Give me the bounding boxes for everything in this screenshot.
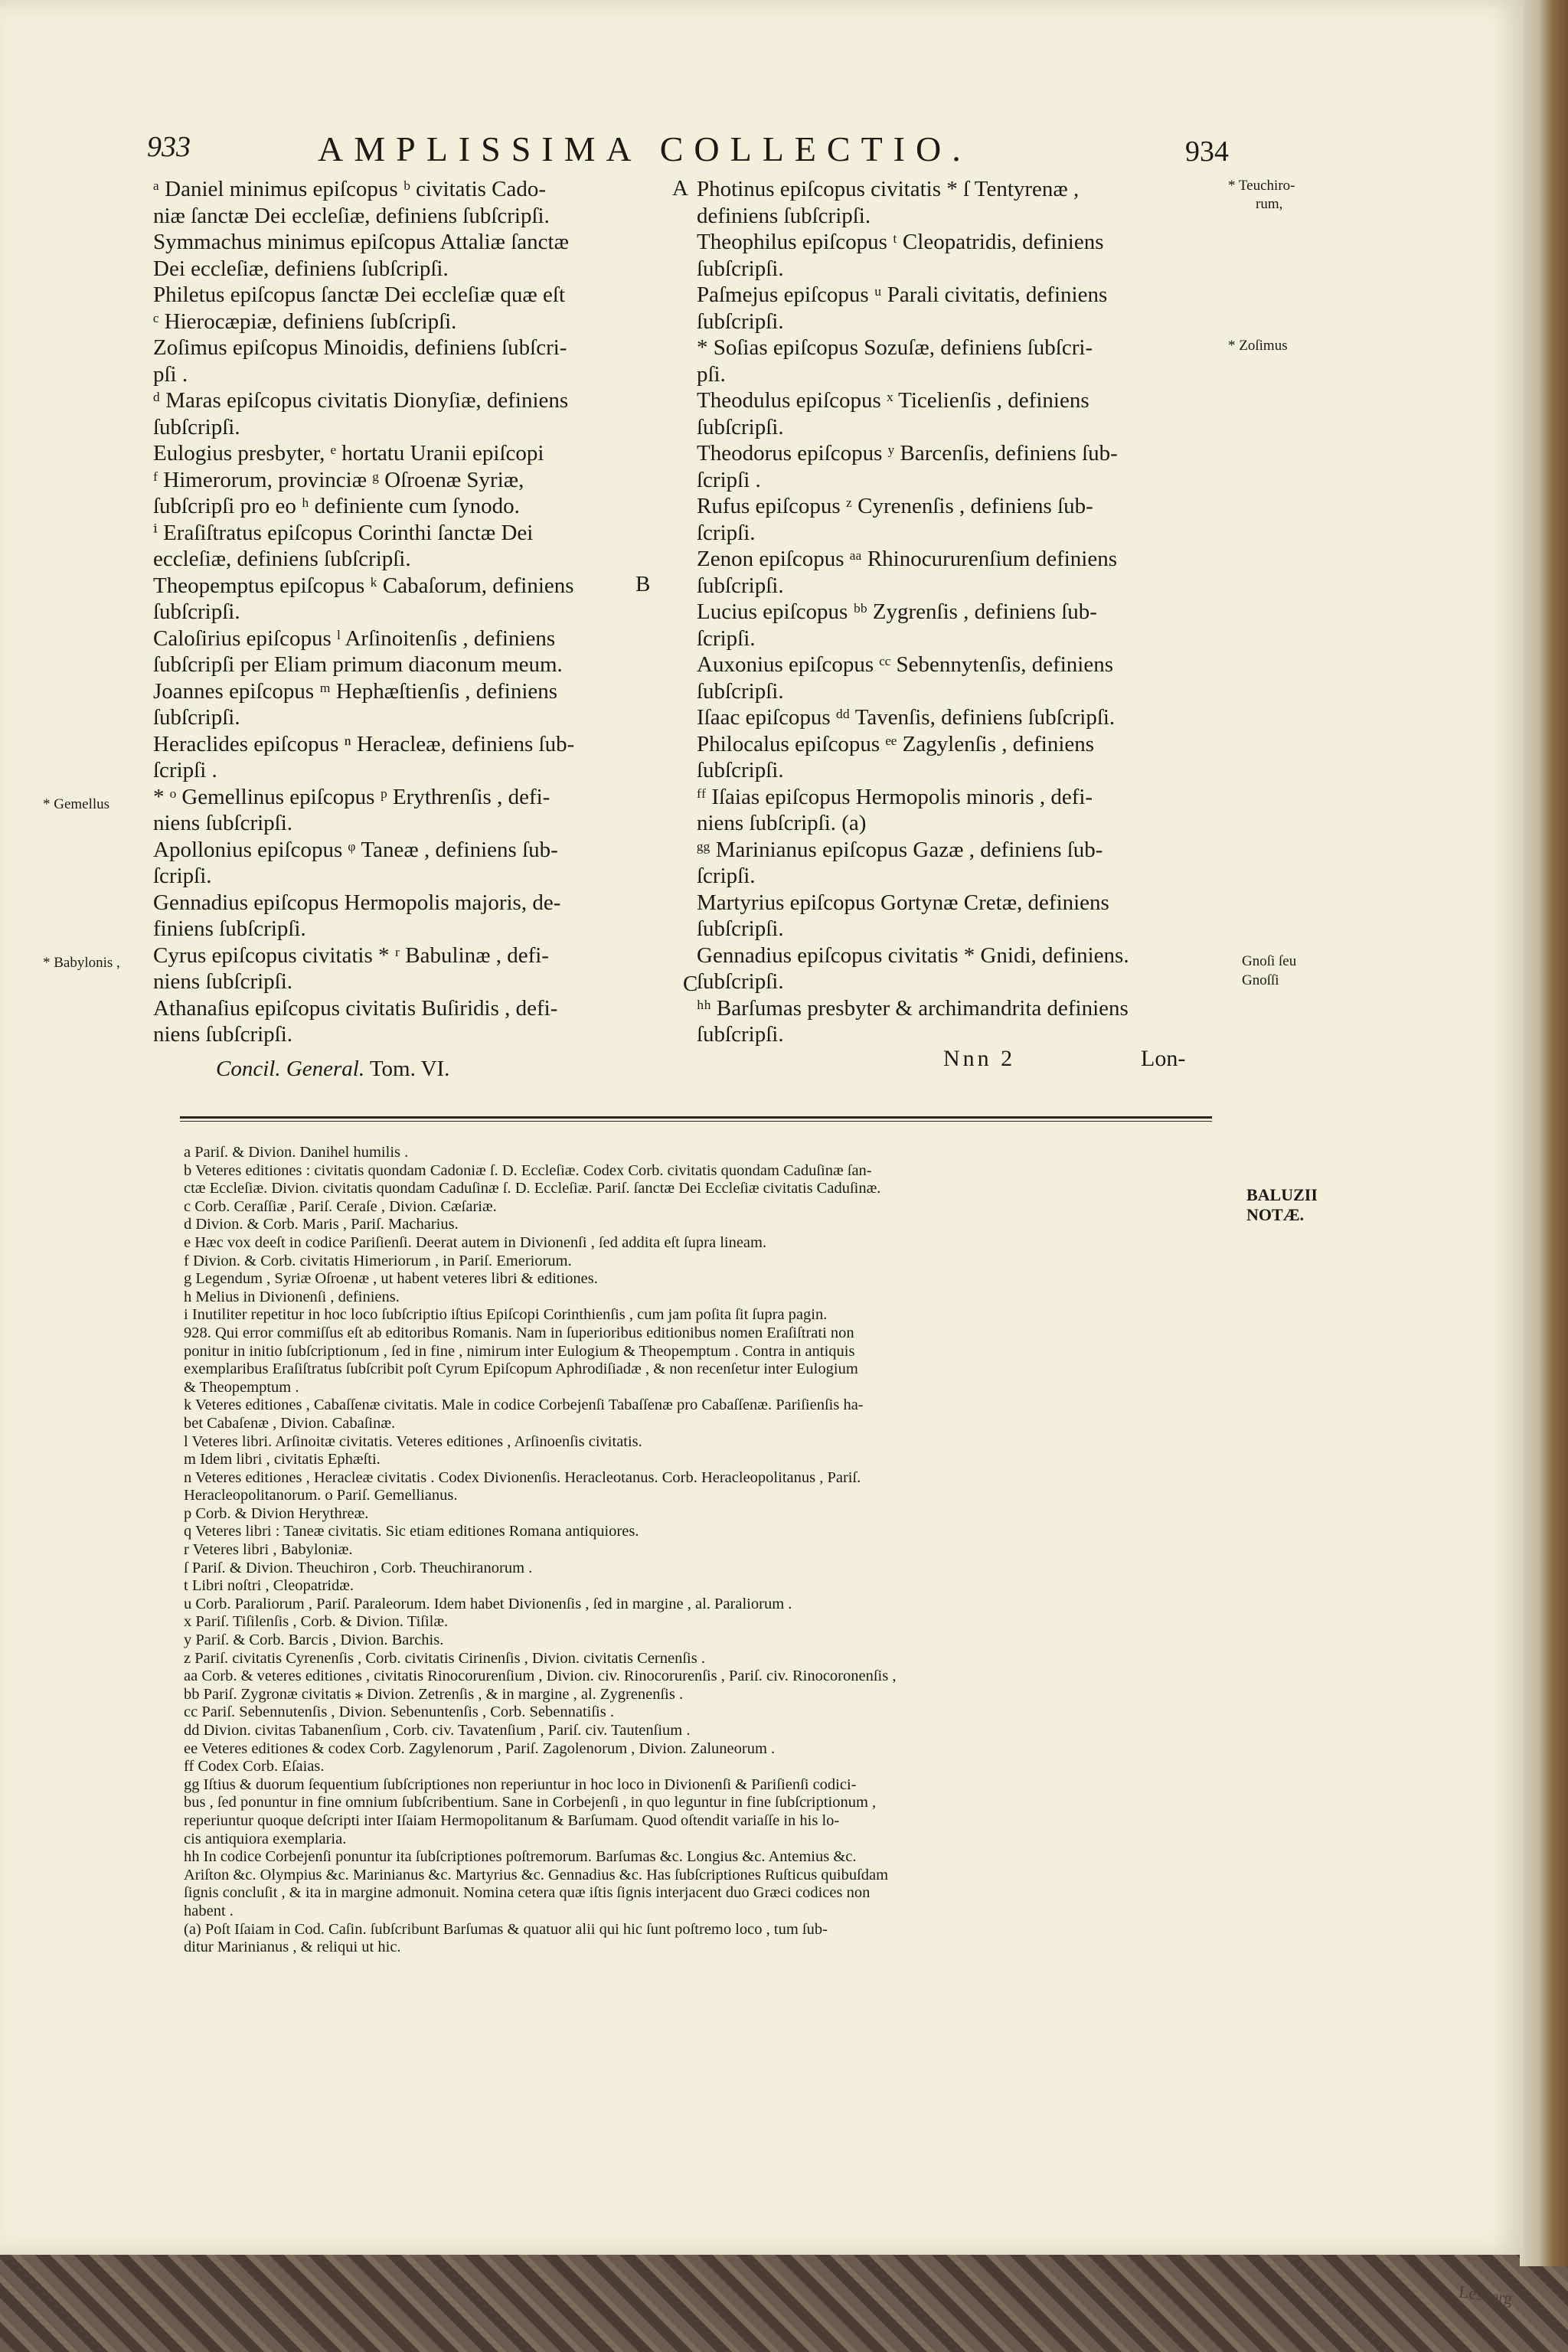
right-column-line: ſubſcripſi. [697, 414, 784, 439]
signature-mark: Nnn 2 [943, 1046, 1016, 1071]
left-column-line: niæ ſanctæ Dei eccleſiæ, definiens ſubſcripſi. [153, 203, 550, 228]
left-column-line: niens ſubſcripſi. [153, 1022, 293, 1047]
footnote-line: c Corb. Ceraſſiæ , Pariſ. Ceraſe , Divion. Cæſariæ. [184, 1197, 497, 1215]
right-column-line: Paſmejus epiſcopus ᵘ Parali civitatis, definiens [697, 283, 1108, 307]
book-page-edges [1520, 0, 1568, 2266]
footnote-line: x Pariſ. Tiſilenſis , Corb. & Divion. Tiſilæ. [184, 1613, 449, 1631]
right-column-line: Zenon epiſcopus ᵃᵃ Rhinocururenſium definiens [697, 547, 1118, 571]
right-column-line: ſubſcripſi. [697, 256, 784, 281]
footnote-line: ff Codex Corb. Eſaias. [184, 1758, 325, 1775]
footnote-line: exemplaribus Eraſiſtratus ſubſcribit poſt Cyrum Epiſcopum Aphrodiſiadæ , & non recenſetur inter Eulogium [184, 1361, 858, 1378]
left-column-line: niens ſubſcripſi. [153, 969, 293, 994]
right-column-line: Iſaac epiſcopus ᵈᵈ Tavenſis, definiens ſubſcripſi. [697, 705, 1116, 730]
right-column-line: Rufus epiſcopus ᶻ Cyrenenſis , definiens ſub- [697, 494, 1093, 518]
right-column-line: ſubſcripſi. [697, 916, 784, 941]
right-column-line: pſi. [697, 361, 726, 387]
footnote-line: d Divion. & Corb. Maris , Pariſ. Macharius. [184, 1216, 459, 1233]
right-column-line: Photinus epiſcopus civitatis * ſ Tentyrenæ , [697, 177, 1080, 201]
footnote-line: a Pariſ. & Divion. Danihel humilis . [184, 1144, 409, 1161]
right-column-line: Lucius epiſcopus ᵇᵇ Zygrenſis , definiens ſub- [697, 599, 1097, 624]
volume-line-italic: Concil. General. [216, 1057, 365, 1081]
right-column-line: ſcripſi. [697, 520, 756, 545]
footnote-line: ſ Pariſ. & Divion. Theuchiron , Corb. Theuchiranorum . [184, 1559, 533, 1576]
left-column-line: ⁱ Eraſiſtratus epiſcopus Corinthi ſanctæ Dei [153, 520, 534, 545]
footnote-line: g Legendum , Syriæ Oſroenæ , ut habent veteres libri & editiones. [184, 1270, 598, 1288]
notes-heading-line-2: NOTÆ. [1246, 1205, 1305, 1224]
left-column-line: Caloſirius epiſcopus ˡ Arſinoitenſis , definiens [153, 626, 556, 651]
right-column-line: Gennadius epiſcopus civitatis * Gnidi, definiens. [697, 942, 1129, 968]
left-column-line: ſcripſi . [153, 758, 217, 782]
left-column-line: Heraclides epiſcopus ⁿ Heracleæ, definiens ſub- [153, 731, 575, 756]
footnote-line: e Hæc vox deeſt in codice Pariſienſi. Deerat autem in Divionenſi , ſed addita eſt ſupra lineam. [184, 1233, 767, 1251]
margin-note-zosimus: * Zoſimus [1228, 338, 1288, 354]
left-column-line: * ᵒ Gemellinus epiſcopus ᵖ Erythrenſis , defi- [153, 784, 550, 809]
margin-note-gnosi-2: Gnoſſi [1242, 972, 1279, 988]
footnote-line: aa Corb. & veteres editiones , civitatis Rinocorurenſium , Divion. civ. Rinocorurenſis , Pariſ. civ. Rinocoronenſis , [184, 1668, 897, 1685]
section-letter-b: B [635, 572, 651, 596]
left-column-line: ſubſcripſi per Eliam primum diaconum meum. [153, 652, 563, 677]
right-column-line: * Soſias epiſcopus Sozuſæ, definiens ſubſcri- [697, 335, 1093, 360]
left-column-line: Philetus epiſcopus ſanctæ Dei eccleſiæ quæ eſt [153, 283, 566, 307]
volume-line [216, 1057, 449, 1082]
running-title: AMPLISSIMA COLLECTIO. [318, 129, 972, 168]
footnote-line: reperiuntur quoque deſcripti inter Iſaiam Hermopolitanum & Barſumam. Quod oſtendit variaſſe in his lo- [184, 1811, 840, 1829]
right-column-line: definiens ſubſcripſi. [697, 203, 871, 228]
right-column-line: ᶠᶠ Iſaias epiſcopus Hermopolis minoris , defi- [697, 784, 1093, 809]
footnote-line: l Veteres libri. Arſinoitæ civitatis. Veteres editiones , Arſinoenſis civitatis. [184, 1432, 642, 1450]
margin-note-teuchiro-2: rum, [1256, 196, 1283, 212]
right-column-line: ſubſcripſi. [697, 758, 784, 782]
right-column-line: ſubſcripſi. [697, 969, 784, 994]
footnote-line: habent . [184, 1902, 234, 1919]
footnote-line: ſignis concluſit , & ita in margine admonuit. Nomina cetera quæ iſtis ſignis interjacent duo Græci codices non [184, 1884, 871, 1902]
footnote-line: ctæ Eccleſiæ. Divion. civitatis quondam Caduſinæ ſ. D. Eccleſiæ. Pariſ. ſanctæ Dei Eccleſiæ civitatis Caduſinæ. [184, 1180, 881, 1197]
right-column-line: ʰʰ Barſumas presbyter & archimandrita definiens [697, 995, 1129, 1021]
footnote-line: h Melius in Divionenſi , definiens. [184, 1288, 400, 1305]
footnote-line: u Corb. Paraliorum , Pariſ. Paraleorum. Idem habet Divionenſis , ſed in margine , al. Paraliorum . [184, 1595, 792, 1612]
margin-note-babylonis: * Babylonis , [43, 955, 120, 971]
footnote-line: m Idem libri , civitatis Ephæſti. [184, 1451, 381, 1468]
footnote-line: q Veteres libri : Taneæ civitatis. Sic etiam editiones Romana antiquiores. [184, 1523, 639, 1540]
left-column-line: Apollonius epiſcopus ᵠ Taneæ , definiens ſub- [153, 837, 558, 862]
right-column-line: niens ſubſcripſi. (a) [697, 811, 867, 835]
notes-heading-line-1: BALUZII [1246, 1185, 1318, 1204]
footnote-line: y Pariſ. & Corb. Barcis , Divion. Barchis. [184, 1632, 444, 1649]
right-column-line: Philocalus epiſcopus ᵉᵉ Zagylenſis , definiens [697, 731, 1095, 756]
margin-note-gemellus: * Gemellus [43, 796, 110, 812]
footnote-line: k Veteres editiones , Cabaſſenæ civitatis. Male in codice Corbejenſi Tabaſſenæ pro Cabaſſenæ. Pariſienſis ha- [184, 1396, 864, 1414]
left-column-line: ſubſcripſi. [153, 599, 240, 624]
right-column [697, 176, 1225, 1048]
left-column-line: Cyrus epiſcopus civitatis * ʳ Babulinæ , defi- [153, 942, 549, 968]
left-column-line: eccleſiæ, definiens ſubſcripſi. [153, 547, 411, 571]
footnote-line: r Veteres libri , Babyloniæ. [184, 1541, 353, 1559]
footnote-line: & Theopemptum . [184, 1378, 299, 1396]
footnote-line: 928. Qui error commiſſus eſt ab editoribus Romanis. Nam in ſuperioribus editionibus nomen Eraſiſtrati non [184, 1324, 854, 1341]
page-number-right: 934 [1185, 136, 1229, 168]
right-column-line: Auxonius epiſcopus ᶜᶜ Sebennytenſis, definiens [697, 652, 1114, 677]
right-column-line: ſcripſi . [697, 467, 761, 492]
footnote-line: gg Iſtius & duorum ſequentium ſubſcriptiones non reperiuntur in hoc loco in Divionenſi & Pariſienſi codici- [184, 1775, 857, 1793]
corner-scrawl: Lesberg [1457, 2282, 1514, 2308]
footnote-line: bus , ſed ponuntur in fine omnium ſubſcribentium. Sane in Corbejenſi , in quo leguntur in fine ſubſcriptionum , [184, 1794, 877, 1811]
footnote-line: b Veteres editiones : civitatis quondam Cadoniæ ſ. D. Eccleſiæ. Codex Corb. civitatis quondam Caduſinæ ſan- [184, 1161, 872, 1179]
footnote-line: cc Pariſ. Sebennutenſis , Divion. Sebenuntenſis , Corb. Sebennatiſis . [184, 1704, 614, 1721]
left-column-line: Athanaſius epiſcopus civitatis Buſiridis , defi- [153, 995, 558, 1021]
catchword: Lon- [1141, 1046, 1186, 1071]
left-column-line: ᵃ Daniel minimus epiſcopus ᵇ civitatis Cado- [153, 177, 547, 201]
left-column-line: pſi . [153, 361, 188, 387]
left-column-line: ᶠ Himerorum, provinciæ ᵍ Oſroenæ Syriæ, [153, 467, 524, 492]
left-column-line: finiens ſubſcripſi. [153, 916, 306, 941]
right-column-line: Theophilus epiſcopus ᵗ Cleopatridis, definiens [697, 230, 1104, 254]
footnote-line: Ariſton &c. Olympius &c. Marinianus &c. Martyrius &c. Gennadius &c. Has ſubſcriptiones Ruſticus quibuſdam [184, 1866, 889, 1883]
footnote-line: ponitur in initio ſubſcriptionum , ſed in fine , nimirum inter Eulogium & Theopemptum . Contra in antiquis [184, 1342, 855, 1360]
left-column-line: ſubſcripſi pro eo ʰ definiente cum ſynodo. [153, 494, 520, 518]
left-column-line: Zoſimus epiſcopus Minoidis, definiens ſubſcri- [153, 335, 567, 360]
right-column-line: ſubſcripſi. [697, 1022, 784, 1047]
left-column-line: Symmachus minimus epiſcopus Attaliæ ſanctæ [153, 230, 569, 254]
left-column [153, 176, 689, 1048]
left-column-line: Theopemptus epiſcopus ᵏ Cabaſorum, definiens [153, 573, 574, 598]
right-column-line: ſcripſi. [697, 864, 756, 888]
footnote-line: hh In codice Corbejenſi ponuntur ita ſubſcriptiones poſtremorum. Barſumas &c. Longius &c. Antemius &c. [184, 1848, 857, 1866]
margin-note-gnosi: Gnoſi ſeu [1242, 953, 1297, 969]
margin-note-teuchiro: * Teuchiro- [1228, 178, 1295, 194]
left-column-line: ſubſcripſi. [153, 705, 240, 730]
left-column-line: Joannes epiſcopus ᵐ Hephæſtienſis , definiens [153, 678, 558, 704]
left-column-line: Gennadius epiſcopus Hermopolis majoris, de- [153, 890, 561, 915]
notes-heading [1246, 1185, 1318, 1225]
right-column-line: ſcripſi. [697, 626, 756, 651]
left-column-line: ſubſcripſi. [153, 414, 240, 439]
right-column-line: Martyrius epiſcopus Gortynæ Cretæ, definiens [697, 890, 1109, 915]
footnote-line: ditur Marinianus , & reliqui ut hic. [184, 1939, 401, 1956]
right-column-line: ſubſcripſi. [697, 573, 784, 598]
right-column-line: ᵍᵍ Marinianus epiſcopus Gazæ , definiens ſub- [697, 837, 1103, 862]
right-column-line: Theodorus epiſcopus ʸ Barcenſis, definiens ſub- [697, 441, 1118, 466]
page-number-left: 933 [147, 131, 191, 163]
footnote-line: f Divion. & Corb. civitatis Himeriorum , in Pariſ. Emeriorum. [184, 1252, 572, 1269]
footnote-line: ee Veteres editiones & codex Corb. Zagylenorum , Pariſ. Zagolenorum , Divion. Zaluneorum . [184, 1740, 776, 1757]
left-column-line: ᵈ Maras epiſcopus civitatis Dionyſiæ, definiens [153, 388, 569, 413]
footnote-line: dd Divion. civitas Tabanenſium , Corb. civ. Tavatenſium , Pariſ. civ. Tautenſium . [184, 1722, 691, 1739]
right-column-line: ſubſcripſi. [697, 678, 784, 704]
left-column-line: Eulogius presbyter, ᵉ hortatu Uranii epiſcopi [153, 441, 544, 466]
footnotes [184, 1144, 1234, 1957]
left-column-line: Dei eccleſiæ, definiens ſubſcripſi. [153, 256, 449, 281]
footnote-line: bet Cabaſenæ , Divion. Cabaſinæ. [184, 1414, 396, 1432]
left-column-line: ᶜ Hierocæpiæ, definiens ſubſcripſi. [153, 309, 457, 334]
footnote-line: t Libri noſtri , Cleopatridæ. [184, 1577, 354, 1595]
separator-rule [180, 1116, 1212, 1122]
footnote-line: n Veteres editiones , Heracleæ civitatis . Codex Divionenſis. Heracleotanus. Corb. Heracleopolitanus , Pariſ. [184, 1468, 861, 1486]
footnote-line: bb Pariſ. Zygronæ civitatis ⁎ Divion. Zetrenſis , & in margine , al. Zygrenenſis . [184, 1685, 684, 1703]
footnote-line: z Pariſ. civitatis Cyrenenſis , Corb. civitatis Cirinenſis , Divion. civitatis Cernenſis . [184, 1649, 705, 1667]
footnote-line: cis antiquiora exemplaria. [184, 1830, 347, 1847]
left-column-line: niens ſubſcripſi. [153, 811, 293, 835]
footnote-line: (a) Poſt Iſaiam in Cod. Caſin. ſubſcribunt Barſumas & quatuor alii qui hic ſunt poſtremo loco , tum ſub- [184, 1920, 828, 1938]
section-letter-c: C [683, 972, 698, 996]
right-column-line: Theodulus epiſcopus ˣ Ticelienſis , definiens [697, 388, 1089, 413]
footnote-line: p Corb. & Divion Herythreæ. [184, 1504, 369, 1522]
footnote-line: Heracleopolitanorum. o Pariſ. Gemellianus. [184, 1487, 458, 1504]
right-column-line: ſubſcripſi. [697, 309, 784, 334]
section-letter-a: A [672, 176, 688, 201]
volume-line-roman: Tom. VI. [369, 1057, 450, 1081]
left-column-line: ſcripſi. [153, 864, 212, 888]
footnote-line: i Inutiliter repetitur in hoc loco ſubſcriptio iſtius Epiſcopi Corinthienſis , cum jam poſita ſit ſupra pagin. [184, 1306, 828, 1324]
